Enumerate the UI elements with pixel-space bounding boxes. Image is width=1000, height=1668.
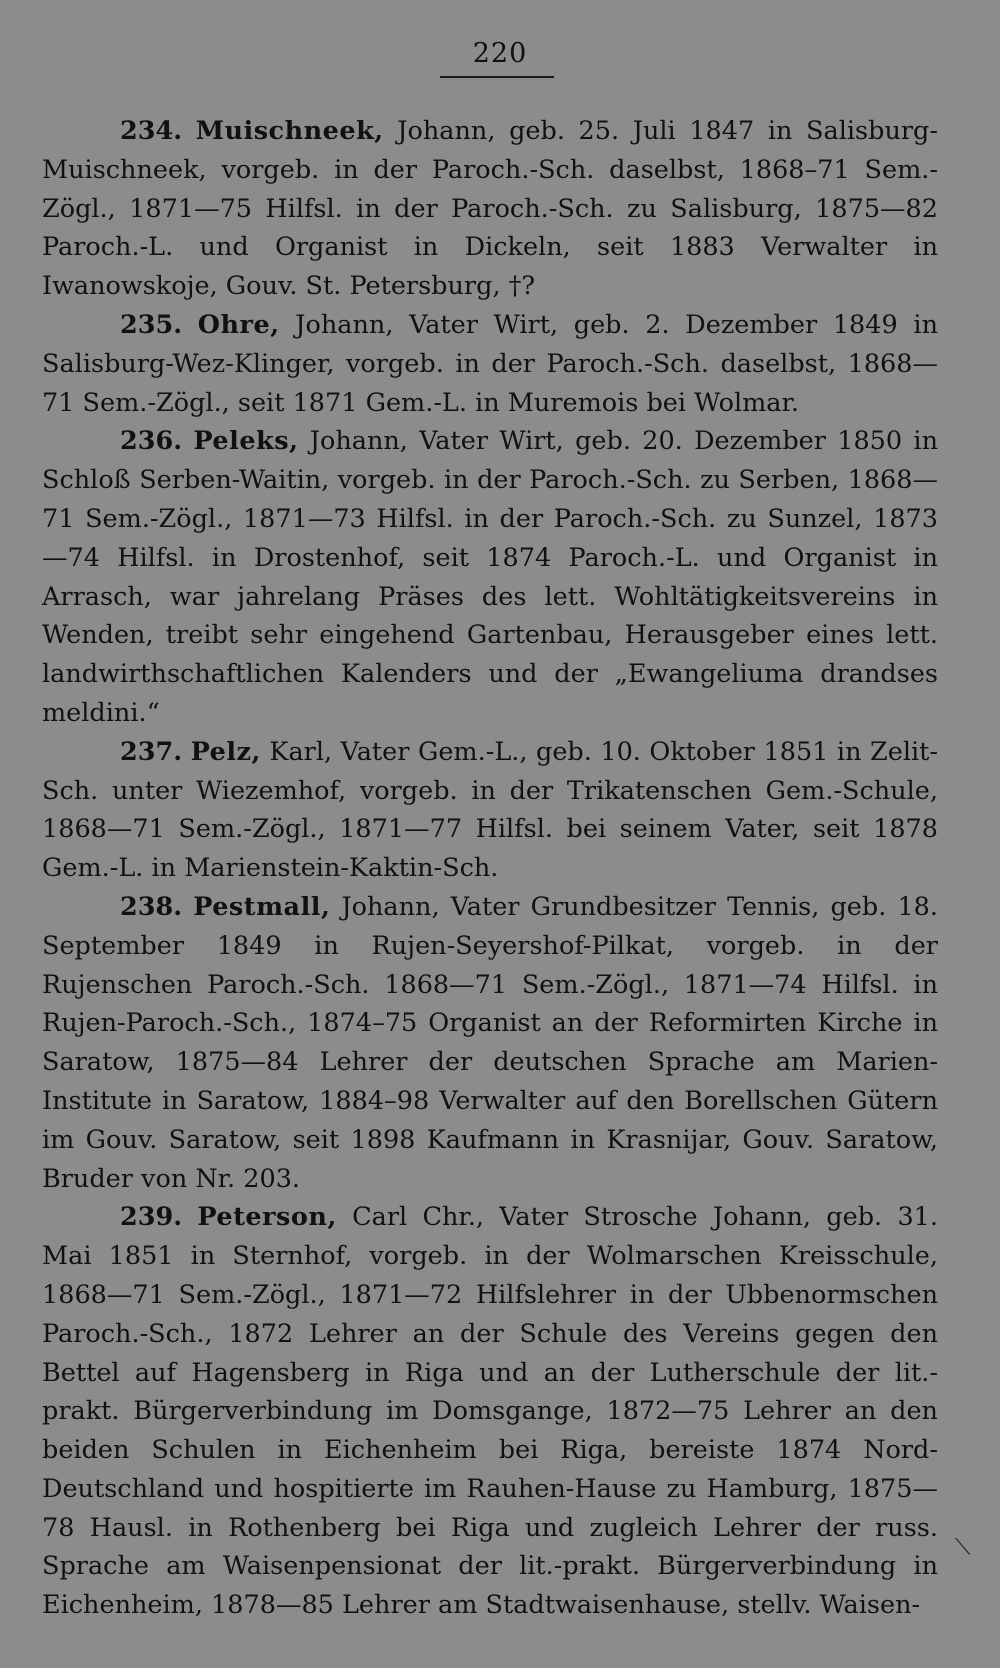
entry-surname: Peterson,: [197, 1202, 337, 1233]
entry-text: Karl, Vater Gem.-L., geb. 10. Oktober 1851 in Zelit-Sch. unter Wiezemhof, vorgeb. in der Trikatenschen Gem.-Schule, 1868—71 Sem.-Zögl., 1871—77 Hilfsl. bei seinem Vater, seit 1878 Gem.-L. in Marienstein-Kaktin-Sch.: [42, 736, 939, 884]
entry-surname: Pestmall,: [193, 891, 331, 922]
entry-number: 239.: [120, 1202, 183, 1233]
entry-number: 237.: [120, 736, 183, 767]
entry-list: [42, 112, 938, 1625]
entry-234: [42, 112, 938, 306]
entry-237: [42, 733, 938, 888]
page-number: 220: [472, 38, 528, 69]
entry-236: [42, 422, 938, 732]
entry-number: 234.: [120, 116, 183, 146]
entry-surname: Ohre,: [197, 309, 280, 340]
entry-text: Johann, Vater Wirt, geb. 20. Dezember 1850 in Schloß Serben-Waitin, vorgeb. in der Paroch.-Sch. zu Serben, 1868—71 Sem.-Zögl., 1871—73 Hilfsl. in der Paroch.-Sch. zu Sunzel, 1873—74 Hilfsl. in Drostenhof, seit 1874 Paroch.-L. und Organist in Arrasch, war jahrelang Präses des lett. Wohltätigkeitsvereins in Wenden, treibt sehr eingehend Gartenbau, Herausgeber eines lett. landwirthschaftlichen Kalenders und der „Ewangeliuma drandses meldini.“: [42, 426, 939, 728]
entry-238: [42, 888, 938, 1198]
entry-surname: Pelz,: [190, 736, 261, 767]
entry-surname: Peleks,: [193, 426, 299, 457]
entry-surname: Muischneek,: [195, 116, 384, 146]
entry-text: Johann, Vater Grundbesitzer Tennis, geb. 18. September 1849 in Rujen-Seyershof-Pilkat, vorgeb. in der Rujenschen Paroch.-Sch. 1868—71 Sem.-Zögl., 1871—74 Hilfsl. in Rujen-Paroch.-Sch., 1874–75 Organist an der Reformirten Kirche in Saratow, 1875—84 Lehrer der deutschen Sprache am Marien-Institute in Saratow, 1884–98 Verwalter auf den Borellschen Gütern im Gouv. Saratow, seit 1898 Kaufmann in Krasnijar, Gouv. Saratow, Bruder von Nr. 203.: [42, 891, 938, 1194]
entry-239: [42, 1198, 938, 1625]
entry-number: 236.: [120, 426, 183, 457]
margin-mark: ⟍: [955, 1535, 971, 1560]
entry-text: Carl Chr., Vater Strosche Johann, geb. 31. Mai 1851 in Sternhof, vorgeb. in der Wolmarschen Kreisschule, 1868—71 Sem.-Zögl., 1871—72 Hilfslehrer in der Ubbenormschen Paroch.-Sch., 1872 Lehrer an der Schule des Vereins gegen den Bettel auf Hagensberg in Riga und an der Lutherschule der lit.-prakt. Bürgerverbindung im Domsgange, 1872—75 Lehrer an den beiden Schulen in Eichenheim bei Riga, bereiste 1874 Nord-Deutschland und hospitierte im Rauhen-Hause zu Hamburg, 1875—78 Hausl. in Rothenberg bei Riga und zugleich Lehrer der russ. Sprache am Waisenpensionat der lit.-prakt. Bürgerverbindung in Eichenheim, 1878—85 Lehrer am Stadtwaisenhause, stellv. Waisen-: [42, 1202, 938, 1621]
entry-number: 235.: [120, 309, 183, 340]
entry-235: [42, 306, 938, 422]
entry-number: 238.: [120, 891, 183, 922]
entry-text: Johann, Vater Wirt, geb. 2. Dezember 1849 in Salisburg-Wez-Klinger, vorgeb. in der Paroch.-Sch. daselbst, 1868—71 Sem.-Zögl., seit 1871 Gem.-L. in Muremois bei Wolmar.: [42, 309, 938, 418]
entry-text: Johann, geb. 25. Juli 1847 in Salisburg-Muischneek, vorgeb. in der Paroch.-Sch. daselbst, 1868–71 Sem.-Zögl., 1871—75 Hilfsl. in der Paroch.-Sch. zu Salisburg, 1875—82 Paroch.-L. und Organist in Dickeln, seit 1883 Verwalter in Iwanowskoje, Gouv. St. Petersburg, †?: [42, 116, 939, 302]
page-number-rule: [440, 76, 554, 78]
